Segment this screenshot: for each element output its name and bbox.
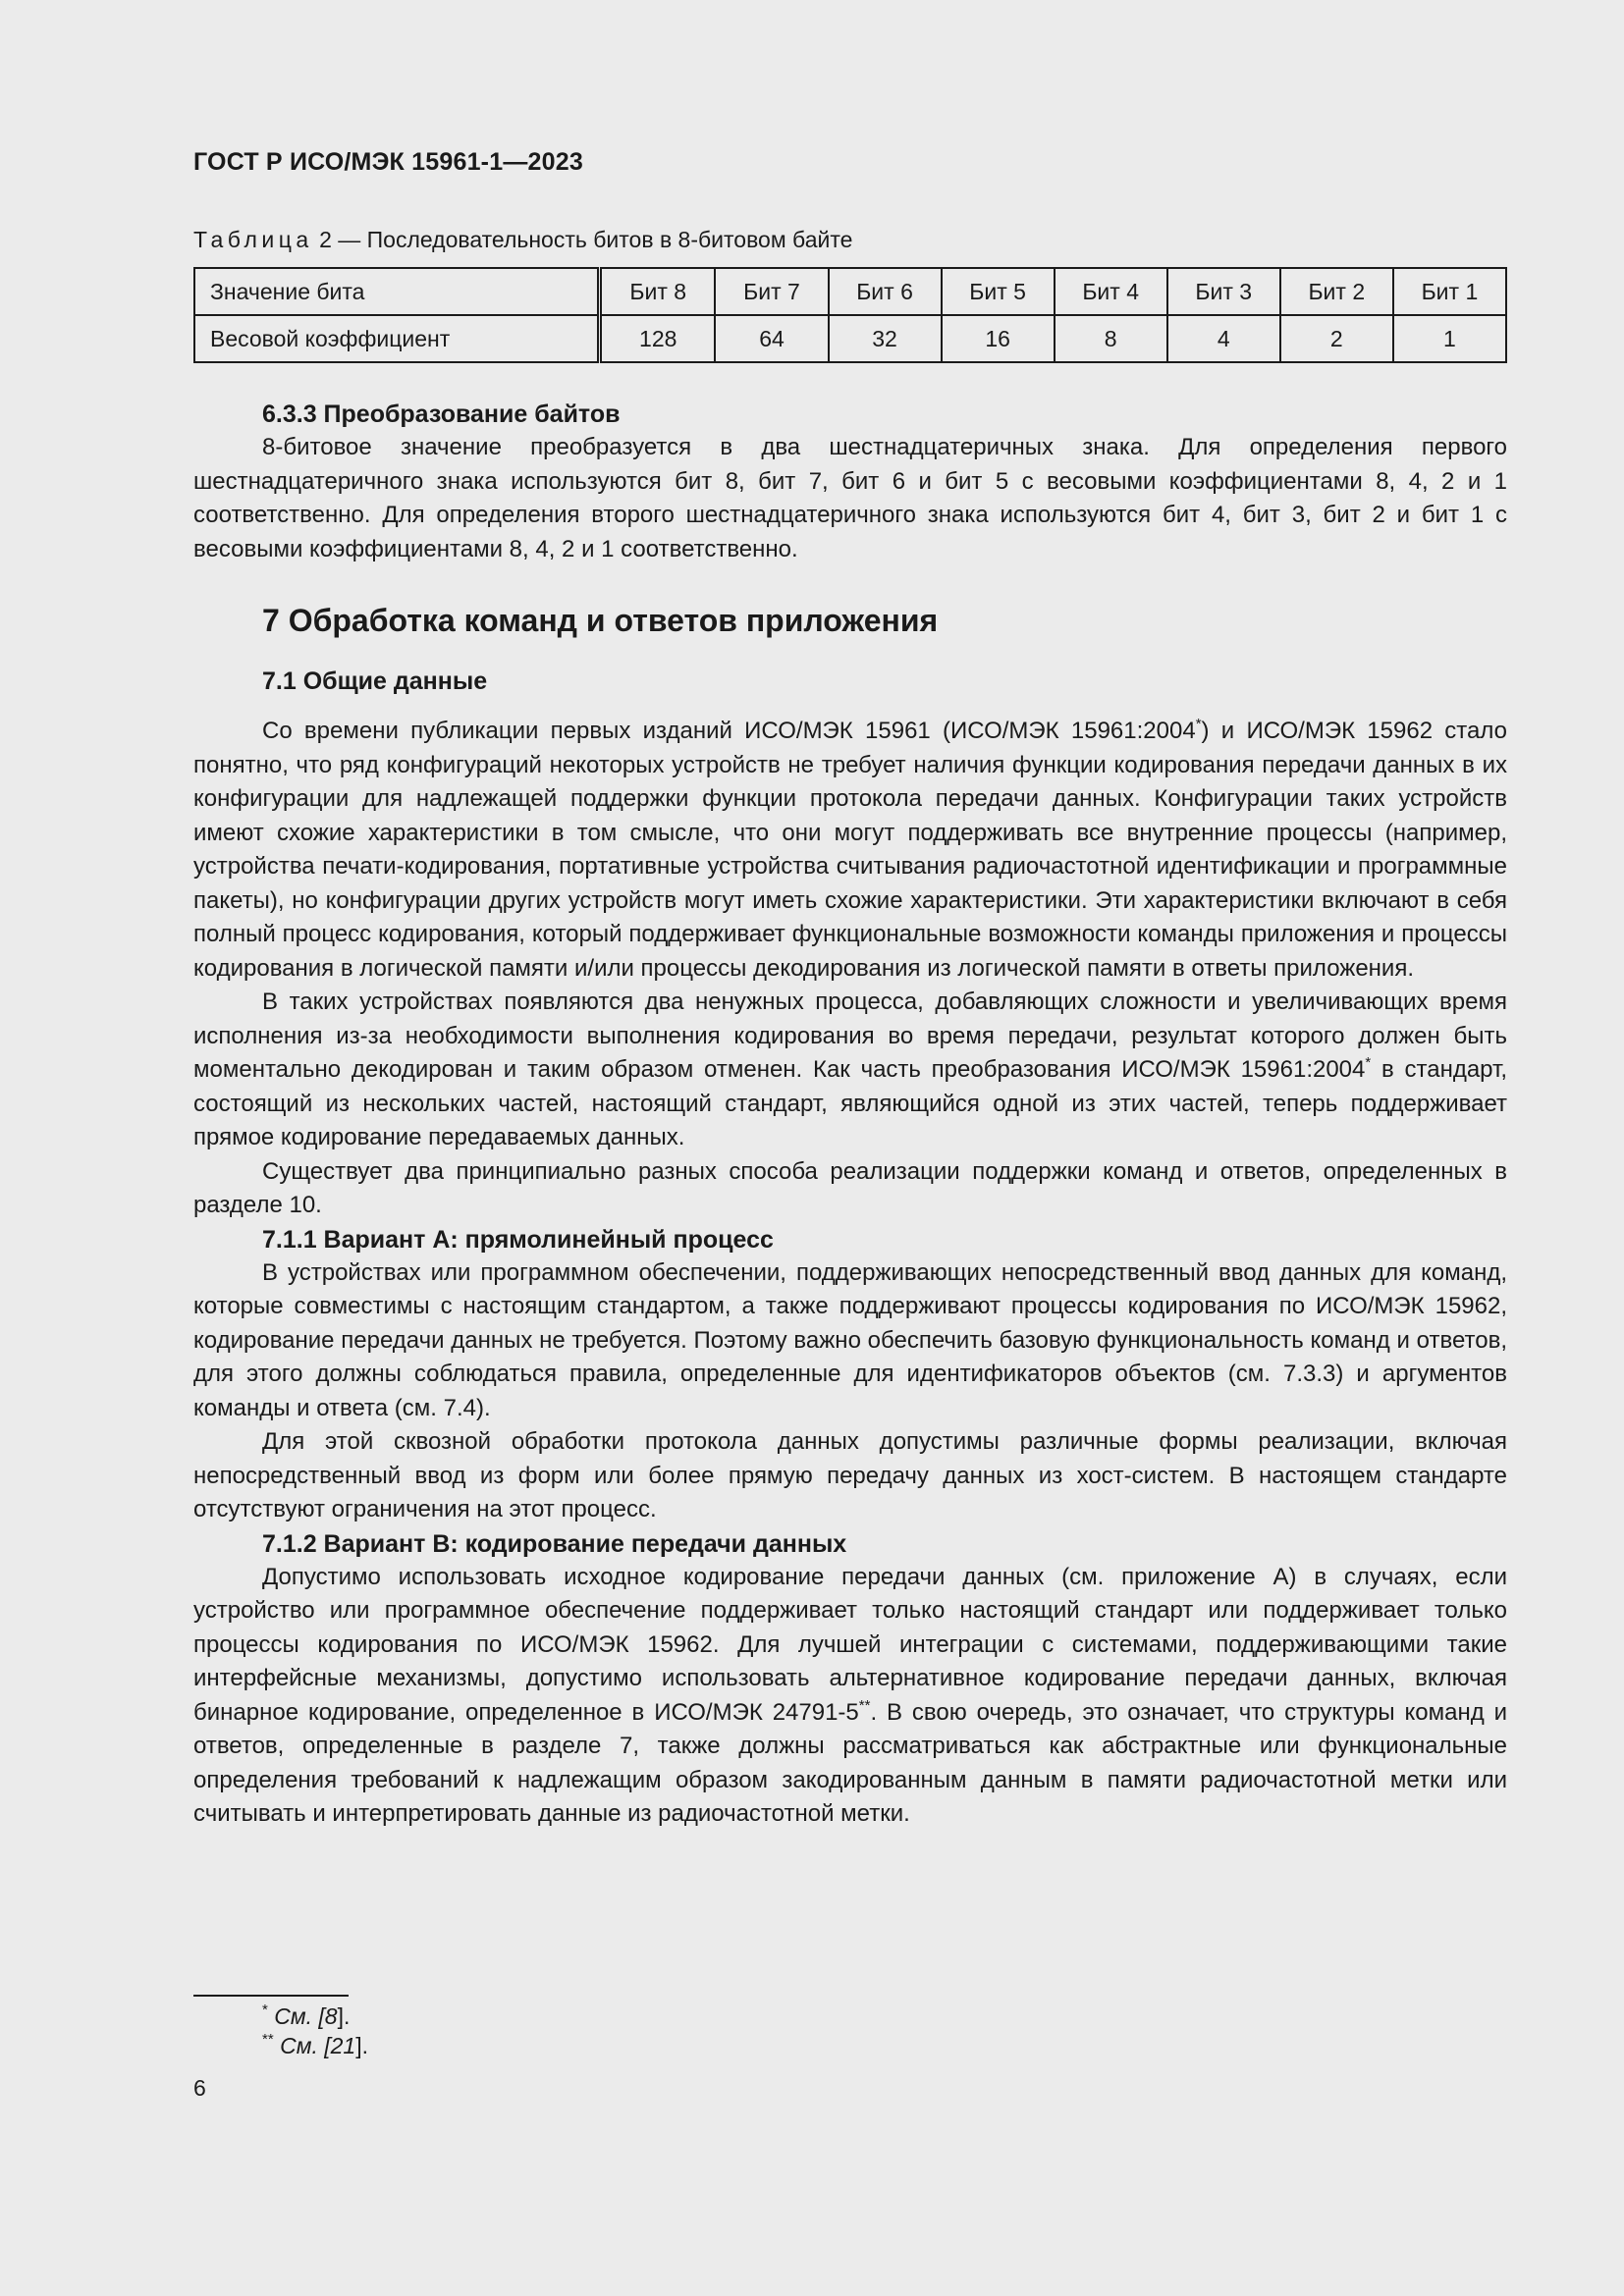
table-row (194, 268, 1506, 315)
table-row (194, 315, 1506, 362)
section-6-3-3 (193, 398, 1507, 566)
table-cell: Бит 5 (942, 268, 1055, 315)
document-header: ГОСТ Р ИСО/МЭК 15961-1—2023 (193, 148, 583, 176)
table-cell: Бит 2 (1280, 268, 1393, 315)
table-cell: Бит 1 (1393, 268, 1506, 315)
footnote-mark: * (1195, 716, 1202, 732)
row-label-bit-value: Значение бита (194, 268, 600, 315)
section-title: 7.1.1 Вариант А: прямолинейный процесс (262, 1225, 774, 1254)
paragraph: Существует два принципиально разных способа реализации поддержки команд и ответов, определенных в разделе 10. (193, 1157, 1507, 1218)
footnote-mark: * (1365, 1054, 1372, 1071)
table-cell: Бит 3 (1167, 268, 1280, 315)
section-7-body (193, 715, 1507, 1832)
table-cell: 1 (1393, 315, 1506, 362)
table-caption (193, 227, 852, 253)
table-cell: 64 (715, 315, 828, 362)
footnote-separator (193, 1995, 349, 1997)
table-cell: Бит 7 (715, 268, 828, 315)
table-caption-label: Таблица (193, 227, 313, 252)
table-caption-text: 2 — Последовательность битов в 8-битовом байте (312, 227, 853, 252)
table-cell: 16 (942, 315, 1055, 362)
row-label-weight: Весовой коэффициент (194, 315, 600, 362)
table-cell: Бит 4 (1055, 268, 1167, 315)
footnote: ** См. [21]. (262, 2031, 369, 2058)
paragraph: В таких устройствах появляются два ненужных процесса, добавляющих сложности и увеличивающих время исполнения из-за необходимости выполнения кодирования во время передачи, результат которого должен быть моментально декодирован и таким образом отменен. Как часть преобразования ИСО/МЭК 15961:2004* в стандарт, состоящий из нескольких частей, настоящий стандарт, являющийся одной из этих частей, теперь поддерживает прямое кодирование передаваемых данных. (193, 988, 1507, 1150)
table-cell: 2 (1280, 315, 1393, 362)
section-title: 7.1.2 Вариант В: кодирование передачи данных (262, 1529, 847, 1558)
section-7-1-title: 7.1 Общие данные (262, 667, 488, 695)
table-cell: 128 (600, 315, 716, 362)
table-cell: 32 (829, 315, 942, 362)
footnote-mark: ** (858, 1696, 871, 1714)
paragraph: В устройствах или программном обеспечении, поддерживающих непосредственный ввод данных для команд, которые совместимы с настоящим стандартом, а также поддерживают процессы кодирования по ИСО/МЭК 15962, кодирование передачи данных не требуется. Поэтому важно обеспечить базовую функциональность команд и ответов, для этого должны соблюдаться правила, определенные для идентификаторов объектов (см. 7.3.3) и аргументов команды и ответа (см. 7.4). (193, 1258, 1507, 1421)
table-cell: 8 (1055, 315, 1167, 362)
table-cell: Бит 6 (829, 268, 942, 315)
section-title: 6.3.3 Преобразование байтов (262, 400, 621, 428)
paragraph: Допустимо использовать исходное кодирование передачи данных (см. приложение А) в случаях, если устройство или программное обеспечение поддерживает только настоящий стандарт или поддерживает только процессы кодирования по ИСО/МЭК 15962. Для лучшей интеграции с системами, поддерживающими такие интерфейсные механизмы, допустимо использовать альтернативное кодирование передачи данных, включая бинарное кодирование, определенное в ИСО/МЭК 24791-5**. В свою очередь, это означает, что структуры команд и ответов, определенные в разделе 7, также должны рассматриваться как абстрактные или функциональные определения требований к надлежащим образом закодированным данным в памяти радиочастотной метки или считывать и интерпретировать данные из радиочастотной метки. (193, 1563, 1507, 1827)
paragraph: Для этой сквозной обработки протокола данных допустимы различные формы реализации, включая непосредственный ввод из форм или более прямую передачу данных из хост-систем. В настоящем стандарте отсутствуют ограничения на этот процесс. (193, 1428, 1507, 1522)
bit-sequence-table (193, 267, 1507, 363)
table-cell: 4 (1167, 315, 1280, 362)
section-7-title: 7 Обработка команд и ответов приложения (262, 603, 939, 638)
page-number: 6 (193, 2075, 206, 2101)
paragraph: Со времени публикации первых изданий ИСО/МЭК 15961 (ИСО/МЭК 15961:2004*) и ИСО/МЭК 15962 стало понятно, что ряд конфигураций некоторых устройств не требует наличия функции кодирования передачи данных в их конфигурации для надлежащей поддержки функции протокола передачи данных. Конфигурации таких устройств имеют схожие характеристики в том смысле, что они могут поддерживать все внутренние процессы (например, устройства печати-кодирования, портативные устройства считывания радиочастотной идентификации и программные пакеты), но конфигурации других устройств могут иметь схожие характеристики. Эти характеристики включают в себя полный процесс кодирования, который поддерживает функциональные возможности команды приложения и процессы кодирования в логической памяти и/или процессы декодирования из логической памяти в ответы приложения. (193, 716, 1507, 982)
footnote: * См. [8]. (262, 2002, 351, 2029)
table-cell: Бит 8 (600, 268, 716, 315)
paragraph: 8-битовое значение преобразуется в два шестнадцатеричных знака. Для определения первого шестнадцатеричного знака используются бит 8, бит 7, бит 6 и бит 5 с весовыми коэффициентами 8, 4, 2 и 1 соответственно. Для определения второго шестнадцатеричного знака используются бит 4, бит 3, бит 2 и бит 1 с весовыми коэффициентами 8, 4, 2 и 1 соответственно. (193, 434, 1507, 562)
